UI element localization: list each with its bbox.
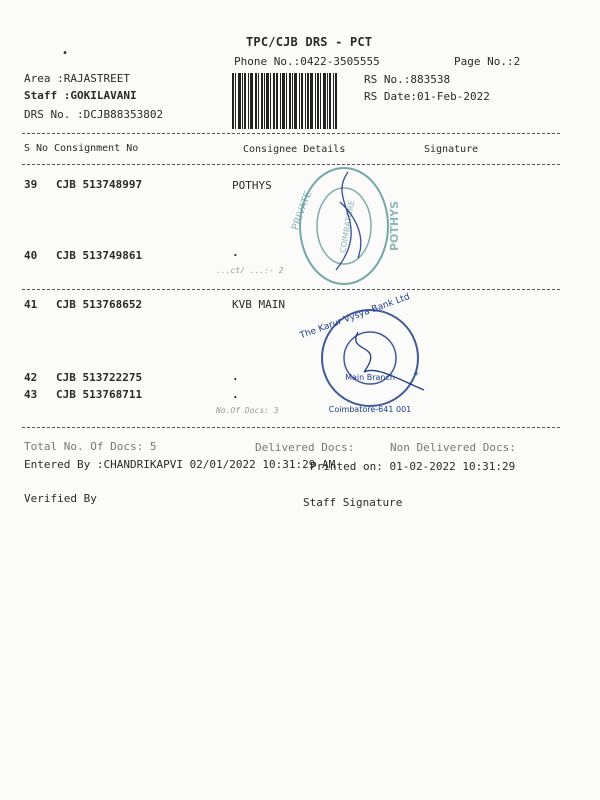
staff-label: Staff :GOKILAVANI bbox=[24, 89, 137, 102]
staff-signature: Staff Signature bbox=[303, 496, 403, 509]
phone-number: Phone No.:0422-3505555 bbox=[234, 55, 380, 68]
column-sno: S No bbox=[24, 143, 49, 154]
non-delivered-docs: Non Delivered Docs: bbox=[390, 441, 516, 454]
row-sno: 40 bbox=[24, 249, 38, 262]
svg-text:The Karur Vysya Bank Ltd: The Karur Vysya Bank Ltd bbox=[298, 292, 412, 342]
row-consignment: CJB 513749861 bbox=[56, 249, 143, 262]
page-number: Page No.:2 bbox=[454, 55, 521, 68]
barcode bbox=[232, 73, 358, 129]
total-docs: Total No. Of Docs: 5 bbox=[24, 440, 157, 453]
svg-text:Coimbatore-641 001: Coimbatore-641 001 bbox=[328, 405, 412, 414]
printed-on: Printed on: 01-02-2022 10:31:29 bbox=[310, 460, 516, 473]
row-sno: 42 bbox=[24, 371, 38, 384]
column-consignee: Consignee Details bbox=[243, 144, 346, 155]
svg-text:*: * bbox=[414, 371, 419, 381]
scan-dot: • bbox=[62, 48, 69, 59]
row-consignment: CJB 513768711 bbox=[56, 388, 143, 401]
faint-mark: No.Of Docs: 3 bbox=[216, 406, 279, 415]
row-consignee: KVB MAIN bbox=[232, 298, 285, 311]
row-consignment: CJB 513722275 bbox=[56, 371, 143, 384]
row-consignment: CJB 513748997 bbox=[56, 178, 143, 191]
drs-number: DRS No. :DCJB88353802 bbox=[24, 108, 164, 121]
svg-text:Main Branch: Main Branch bbox=[345, 373, 395, 382]
header-separator-top bbox=[22, 133, 560, 134]
row-consignee: POTHYS bbox=[232, 179, 272, 192]
row-sno: 43 bbox=[24, 388, 38, 401]
header-separator-bottom bbox=[22, 164, 560, 165]
row-consignee: . bbox=[232, 370, 239, 383]
rs-number: RS No.:883538 bbox=[364, 73, 451, 86]
area-label: Area :RAJASTREET bbox=[24, 72, 130, 85]
row-consignment: CJB 513768652 bbox=[56, 298, 143, 311]
delivered-docs: Delivered Docs: bbox=[255, 441, 355, 454]
document-title: TPC/CJB DRS - PCT bbox=[246, 35, 373, 49]
svg-text:PRIVATE: PRIVATE bbox=[290, 189, 315, 232]
bank-seal-stamp bbox=[298, 292, 428, 428]
column-consignment: Consignment No bbox=[54, 143, 139, 154]
verified-by: Verified By bbox=[24, 492, 97, 505]
row-sno: 41 bbox=[24, 298, 38, 311]
entered-by: Entered By :CHANDRIKAPVI 02/01/2022 10:31:29 AM bbox=[24, 458, 336, 471]
row-sno: 39 bbox=[24, 178, 38, 191]
row-consignee: . bbox=[232, 388, 239, 401]
svg-text:COIMBATORE: COIMBATORE bbox=[338, 199, 357, 254]
table-separator-bottom bbox=[22, 427, 560, 428]
faint-mark: ...ct/ ...:- 2 bbox=[216, 266, 284, 275]
company-seal-stamp bbox=[290, 162, 401, 290]
column-signature: Signature bbox=[424, 144, 479, 155]
rs-date: RS Date:01-Feb-2022 bbox=[364, 90, 490, 103]
svg-text:POTHYS: POTHYS bbox=[388, 200, 401, 252]
group-separator bbox=[22, 289, 560, 290]
row-consignee: . bbox=[232, 246, 239, 259]
